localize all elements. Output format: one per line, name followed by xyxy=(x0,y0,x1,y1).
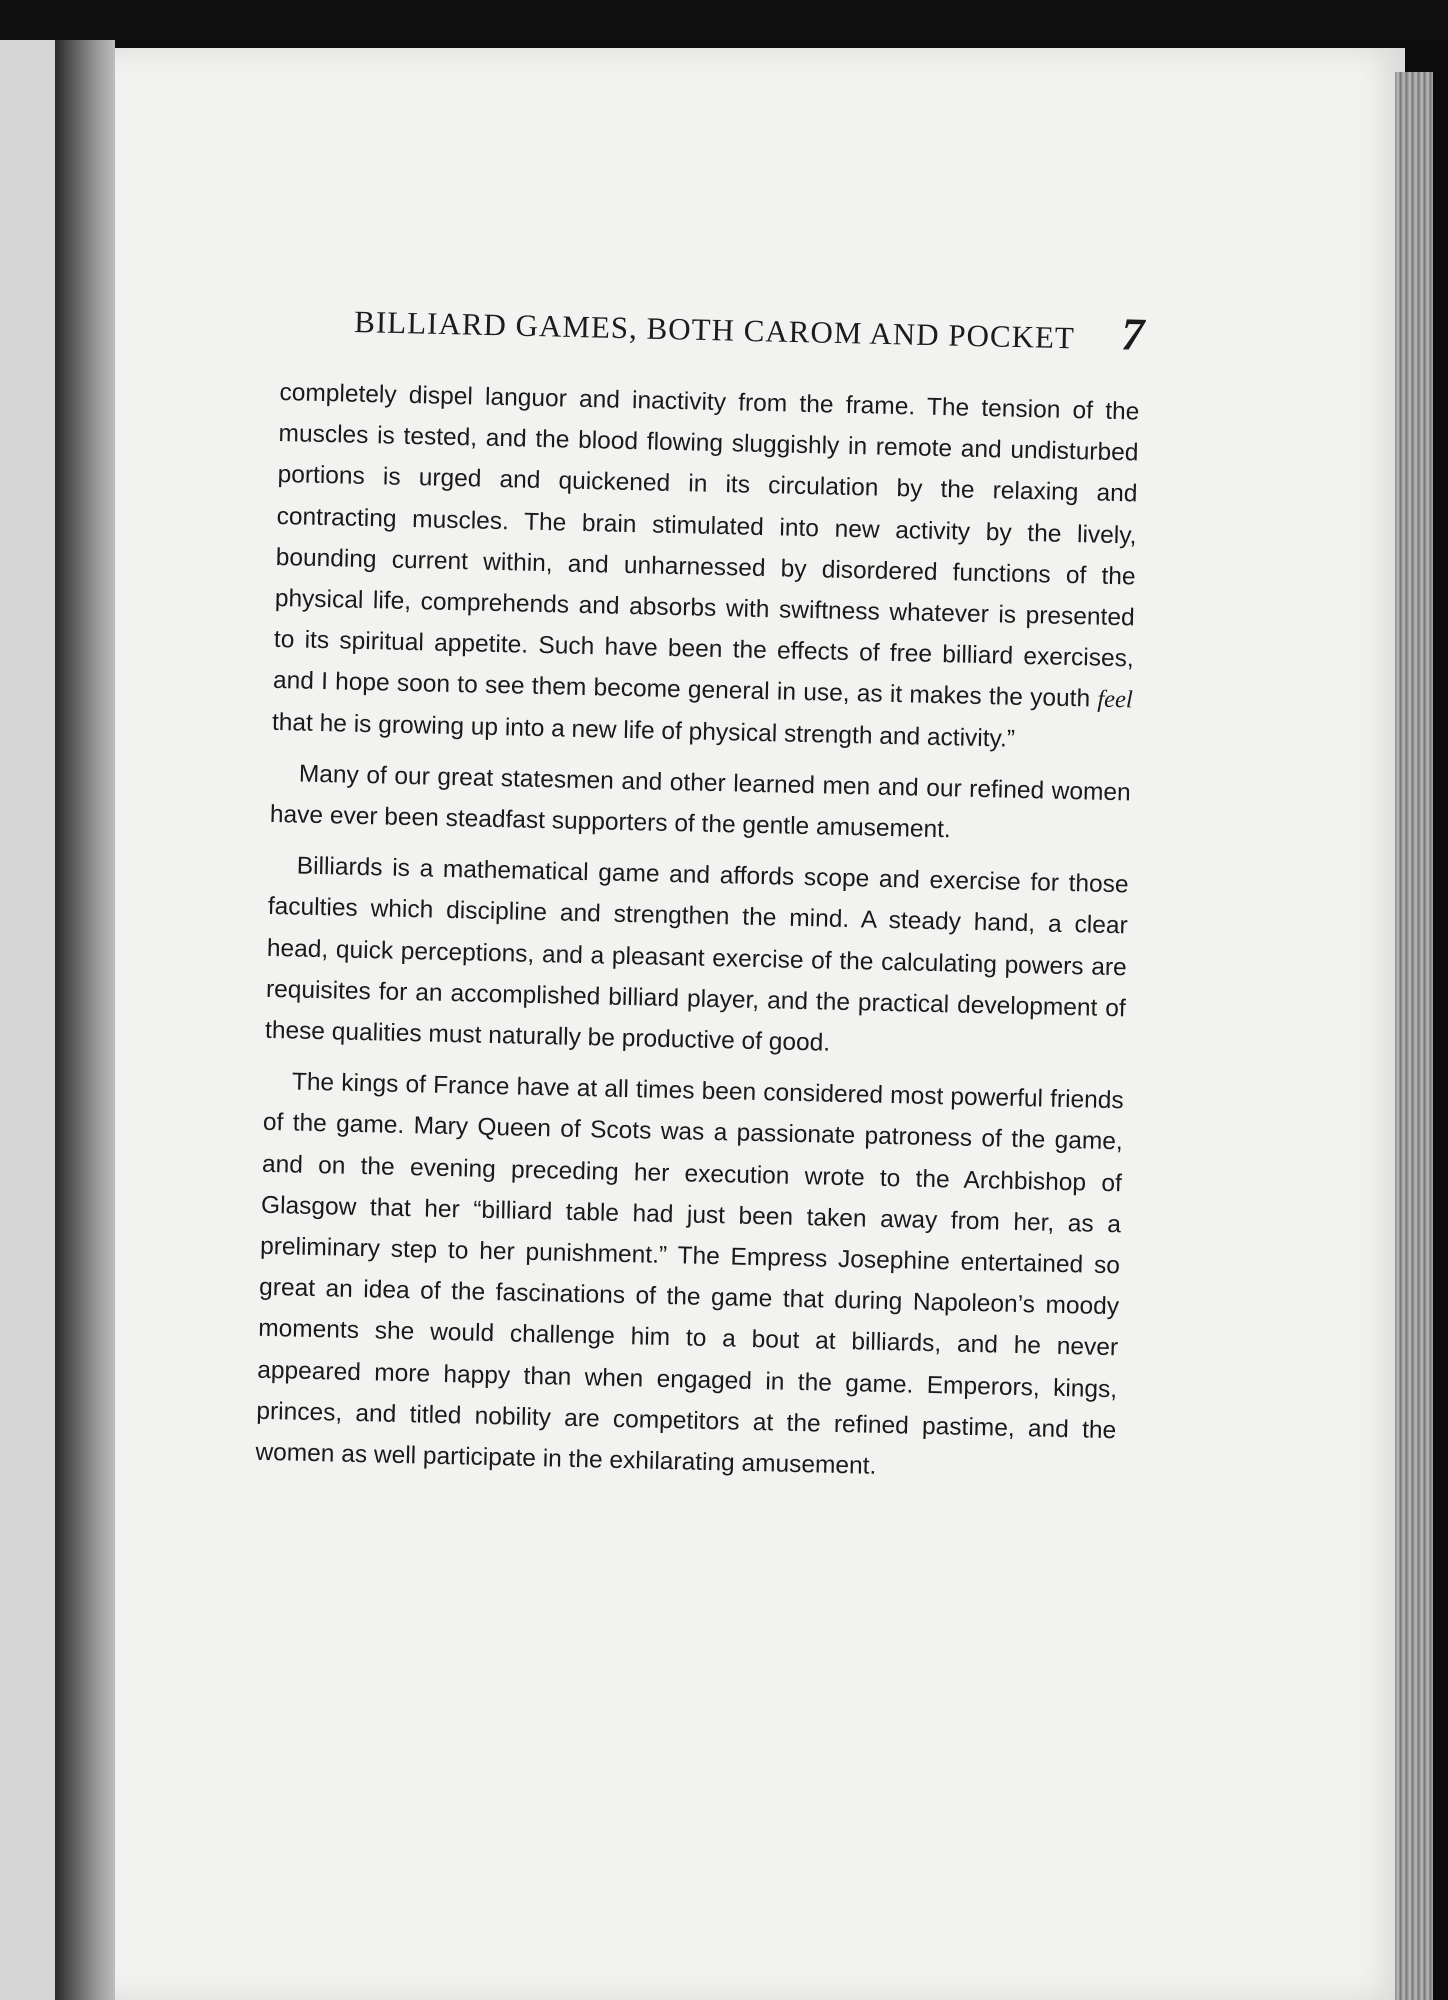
running-title: BILLIARD GAMES, BOTH CAROM AND POCKET xyxy=(353,303,1076,356)
body-text xyxy=(255,372,1140,1503)
scan-background xyxy=(0,0,1448,40)
page-number: 7 xyxy=(1120,308,1145,360)
page-block-edge xyxy=(1395,72,1433,2000)
paragraph-3: Billiards is a mathematical game and affords scope and exercise for those faculties which discipline and strengthen the mind. A steady hand, a clear head, quick perceptions, and a pleasant exercise of the calculating powers are requisites for an accomplished billiard player, and the practical development of these qualities must naturally be productive of good. xyxy=(264,852,1129,1057)
paragraph-1-text: completely dispel languor and inactivity from the frame. The tension of the muscles is tested, and the blood flowing sluggishly in remote and undisturbed portions is urged and quickened in its circulation by the relaxing and contracting muscles. The brain stimulated into new activity by the lively, bounding current within, and unharnessed by disordered functions of the physical life, comprehends and absorbs with swiftness whatever is presented to its spiritual appetite. Such have been the effects of free billiard exercises, and I hope soon to see them become general in use, as it makes the youth xyxy=(272,378,1140,714)
paragraph-2: Many of our great statesmen and other learned men and our refined women have ever been steadfast supporters of the gentle amusement. xyxy=(269,760,1131,844)
paragraph-4: The kings of France have at all times been considered most powerful friends of the game. Mary Queen of Scots was a passionate patroness of the game, and on the evening preceding her execution wrote to the Archbishop of Glasgow that her “billiard table had just been taken away from her, as a preliminary step to her punishment.” The Empress Josephine entertained so great an idea of the fascinations of the game that during Napoleon’s moody moments she would challenge him to a bout at billiards, and he never appeared more happy than when engaged in the game. Emperors, kings, princes, and titled nobility are competitors at the refined pastime, and the women as well participate in the exhilarating amusement. xyxy=(255,1068,1124,1480)
emphasis-feel: feel xyxy=(1097,686,1134,714)
paragraph-1-text-end: that he is growing up into a new life of physical strength and activity.” xyxy=(271,708,1016,753)
paragraph-1 xyxy=(272,372,1140,762)
book-gutter xyxy=(55,40,115,2000)
facing-page-edge xyxy=(0,40,55,2000)
